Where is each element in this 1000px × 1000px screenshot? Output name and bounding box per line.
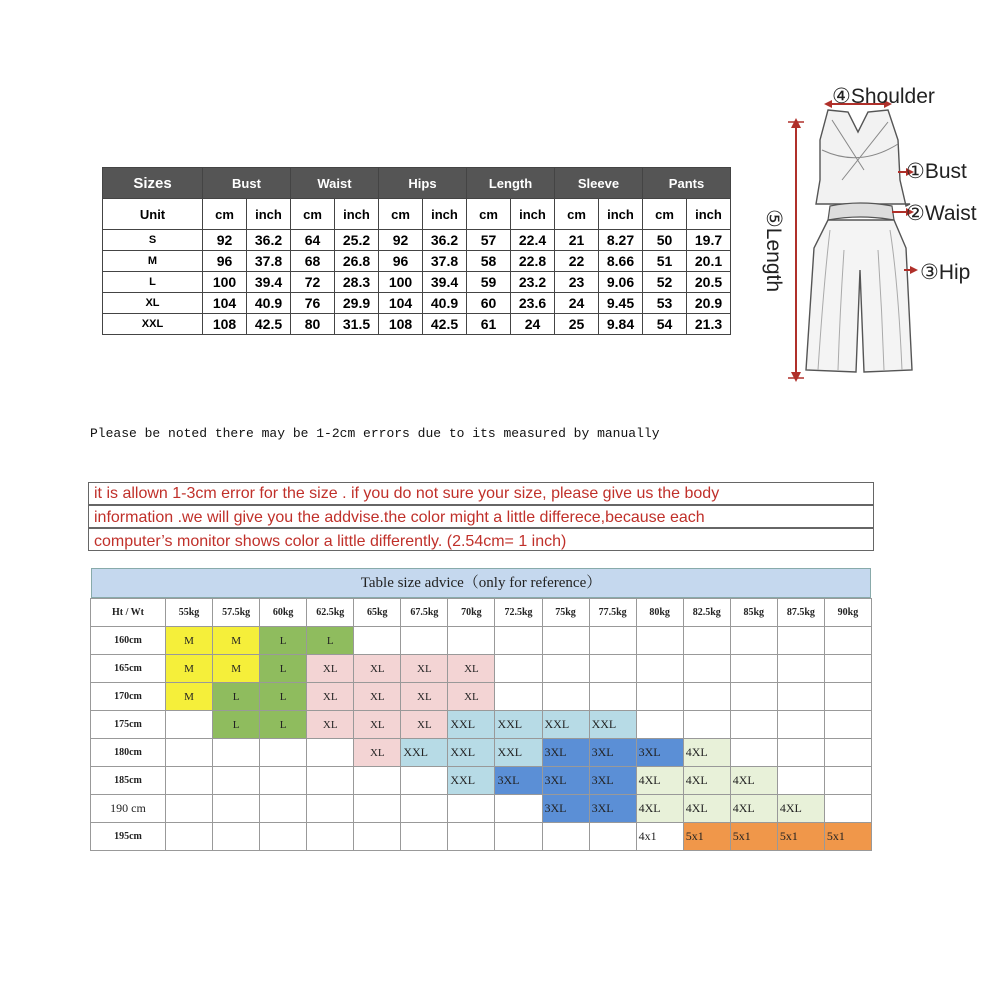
size-advice-cell: XXL xyxy=(495,739,542,767)
measurement-cell: 21 xyxy=(555,230,599,251)
size-advice-cell xyxy=(589,627,636,655)
height-row xyxy=(91,767,872,795)
size-advice-cell xyxy=(824,767,871,795)
measurement-cell: 24 xyxy=(511,314,555,335)
weight-header-row xyxy=(91,599,872,627)
measurement-cell: 108 xyxy=(379,314,423,335)
size-advice-cell xyxy=(260,795,307,823)
size-advice-cell xyxy=(354,767,401,795)
size-advice-cell: XL xyxy=(354,711,401,739)
size-advice-cell xyxy=(730,627,777,655)
height-header: 180cm xyxy=(91,739,166,767)
height-row xyxy=(91,711,872,739)
size-advice-cell xyxy=(777,683,824,711)
size-advice-cell: L xyxy=(260,711,307,739)
unit-cell: inch xyxy=(599,199,643,230)
header-sizes: Sizes xyxy=(103,168,203,199)
size-advice-cell xyxy=(307,795,354,823)
measurement-cell: 29.9 xyxy=(335,293,379,314)
notice-line-3: computer’s monitor shows color a little differently. (2.54cm= 1 inch) xyxy=(94,533,567,550)
weight-header: 65kg xyxy=(354,599,401,627)
size-advice-cell: 3XL xyxy=(542,767,589,795)
size-advice-cell: 4XL xyxy=(636,795,683,823)
measurement-cell: 53 xyxy=(643,293,687,314)
size-advice-cell xyxy=(589,683,636,711)
size-advice-cell xyxy=(213,795,260,823)
size-advice-cell: L xyxy=(307,627,354,655)
measurement-cell: 108 xyxy=(203,314,247,335)
size-advice-cell xyxy=(777,739,824,767)
size-advice-cell xyxy=(730,655,777,683)
size-advice-cell: XL xyxy=(448,655,495,683)
size-advice-cell: XL xyxy=(354,655,401,683)
size-advice-cell xyxy=(824,795,871,823)
measurement-cell: 58 xyxy=(467,251,511,272)
size-advice-table xyxy=(90,598,872,851)
measurement-cell: 92 xyxy=(379,230,423,251)
size-advice-cell xyxy=(824,627,871,655)
height-row xyxy=(91,627,872,655)
header-length: Length xyxy=(467,168,555,199)
size-advice-cell xyxy=(824,711,871,739)
size-advice-cell xyxy=(730,683,777,711)
size-advice-cell: M xyxy=(166,655,213,683)
measurement-cell: 8.27 xyxy=(599,230,643,251)
weight-header: 85kg xyxy=(730,599,777,627)
size-advice-cell xyxy=(354,627,401,655)
measurement-cell: 42.5 xyxy=(423,314,467,335)
size-advice-cell: 4x1 xyxy=(636,823,683,851)
size-row xyxy=(103,251,731,272)
size-chart-table xyxy=(102,167,731,335)
weight-header: 57.5kg xyxy=(213,599,260,627)
weight-header: 87.5kg xyxy=(777,599,824,627)
measurement-cell: 64 xyxy=(291,230,335,251)
size-advice-cell xyxy=(495,683,542,711)
weight-header: 75kg xyxy=(542,599,589,627)
measurement-cell: 20.1 xyxy=(687,251,731,272)
measurement-cell: 36.2 xyxy=(423,230,467,251)
hip-label: ③Hip xyxy=(920,261,971,284)
size-advice-cell: XXL xyxy=(448,767,495,795)
height-row xyxy=(91,655,872,683)
size-advice-cell xyxy=(448,795,495,823)
waist-label: ②Waist xyxy=(906,202,977,225)
measurement-cell: 23.2 xyxy=(511,272,555,293)
measurement-cell: 39.4 xyxy=(247,272,291,293)
size-advice-cell xyxy=(307,739,354,767)
height-row xyxy=(91,823,872,851)
size-advice-cell: XL xyxy=(401,655,448,683)
size-advice-cell xyxy=(401,795,448,823)
size-name-cell: S xyxy=(103,230,203,251)
size-advice-cell: 4XL xyxy=(683,767,730,795)
measurement-cell: 60 xyxy=(467,293,511,314)
size-advice-cell: 5x1 xyxy=(683,823,730,851)
weight-header: 67.5kg xyxy=(401,599,448,627)
unit-cell: cm xyxy=(643,199,687,230)
size-advice-cell xyxy=(777,627,824,655)
measurement-note: Please be noted there may be 1-2cm errors due to its measured by manually xyxy=(90,426,660,441)
size-advice-cell xyxy=(166,767,213,795)
size-advice-cell: XL xyxy=(354,683,401,711)
size-advice-cell xyxy=(495,627,542,655)
size-advice-cell xyxy=(589,655,636,683)
size-name-cell: XL xyxy=(103,293,203,314)
size-advice-cell xyxy=(166,795,213,823)
measurement-cell: 31.5 xyxy=(335,314,379,335)
size-advice-cell xyxy=(636,711,683,739)
notice-line-1: it is allown 1-3cm error for the size . if you do not sure your size, please give us the body xyxy=(94,485,720,502)
unit-row xyxy=(103,199,731,230)
size-advice-cell xyxy=(495,823,542,851)
size-advice-cell: XXL xyxy=(401,739,448,767)
measurement-cell: 72 xyxy=(291,272,335,293)
weight-header: 82.5kg xyxy=(683,599,730,627)
size-advice-cell: 4XL xyxy=(683,795,730,823)
size-advice-cell xyxy=(542,823,589,851)
size-advice-cell xyxy=(495,655,542,683)
size-advice-cell xyxy=(354,823,401,851)
size-advice-cell xyxy=(448,627,495,655)
size-advice-cell xyxy=(777,767,824,795)
header-hips: Hips xyxy=(379,168,467,199)
measurement-cell: 37.8 xyxy=(423,251,467,272)
size-advice-cell xyxy=(824,655,871,683)
size-advice-cell: XL xyxy=(448,683,495,711)
size-advice-cell xyxy=(401,627,448,655)
unit-cell: cm xyxy=(379,199,423,230)
size-advice-cell: 4XL xyxy=(683,739,730,767)
weight-header: 60kg xyxy=(260,599,307,627)
size-advice-cell: 4XL xyxy=(730,767,777,795)
size-advice-cell xyxy=(354,795,401,823)
unit-cell: cm xyxy=(291,199,335,230)
measurement-cell: 92 xyxy=(203,230,247,251)
size-row xyxy=(103,272,731,293)
weight-header: 62.5kg xyxy=(307,599,354,627)
measurement-cell: 25.2 xyxy=(335,230,379,251)
size-advice-cell xyxy=(260,739,307,767)
unit-cell: inch xyxy=(423,199,467,230)
size-advice-cell: 5x1 xyxy=(824,823,871,851)
error-notice-box xyxy=(88,482,874,552)
measurement-cell: 9.06 xyxy=(599,272,643,293)
measurement-cell: 37.8 xyxy=(247,251,291,272)
unit-cell: inch xyxy=(335,199,379,230)
size-advice-cell xyxy=(824,739,871,767)
size-advice-cell xyxy=(307,823,354,851)
weight-header: 77.5kg xyxy=(589,599,636,627)
size-advice-cell xyxy=(824,683,871,711)
length-label: ⑤Length xyxy=(762,208,786,293)
size-advice-cell xyxy=(213,767,260,795)
size-advice-cell: XXL xyxy=(448,711,495,739)
measurement-cell: 8.66 xyxy=(599,251,643,272)
weight-header: 72.5kg xyxy=(495,599,542,627)
header-waist: Waist xyxy=(291,168,379,199)
size-advice-cell xyxy=(542,683,589,711)
size-advice-cell xyxy=(401,767,448,795)
measurement-cell: 24 xyxy=(555,293,599,314)
size-advice-cell: 3XL xyxy=(542,795,589,823)
height-header: 195cm xyxy=(91,823,166,851)
measurement-cell: 40.9 xyxy=(423,293,467,314)
size-advice-cell xyxy=(636,683,683,711)
measurement-cell: 51 xyxy=(643,251,687,272)
size-advice-cell xyxy=(166,711,213,739)
measurement-cell: 104 xyxy=(203,293,247,314)
measurement-cell: 26.8 xyxy=(335,251,379,272)
height-header: 165cm xyxy=(91,655,166,683)
size-advice-cell: 3XL xyxy=(589,767,636,795)
size-advice-cell: M xyxy=(166,627,213,655)
size-advice-cell xyxy=(683,711,730,739)
unit-cell: inch xyxy=(511,199,555,230)
garment-measurement-figure xyxy=(760,80,1000,390)
shoulder-label: ④Shoulder xyxy=(832,85,935,108)
size-advice-cell: L xyxy=(213,711,260,739)
header-pants: Pants xyxy=(643,168,731,199)
weight-header: 55kg xyxy=(166,599,213,627)
size-advice-cell xyxy=(260,823,307,851)
measurement-cell: 23.6 xyxy=(511,293,555,314)
weight-header: 80kg xyxy=(636,599,683,627)
measurement-cell: 9.45 xyxy=(599,293,643,314)
measurement-cell: 22 xyxy=(555,251,599,272)
size-advice-cell xyxy=(213,823,260,851)
size-advice-cell: 4XL xyxy=(730,795,777,823)
measurement-cell: 57 xyxy=(467,230,511,251)
measurement-cell: 100 xyxy=(379,272,423,293)
jumpsuit-illustration xyxy=(760,80,1000,390)
measurement-cell: 40.9 xyxy=(247,293,291,314)
height-row xyxy=(91,683,872,711)
unit-cell: inch xyxy=(687,199,731,230)
size-advice-cell xyxy=(213,739,260,767)
measurement-cell: 23 xyxy=(555,272,599,293)
weight-header: 90kg xyxy=(824,599,871,627)
size-advice-cell: M xyxy=(166,683,213,711)
height-header: 190 cm xyxy=(91,795,166,823)
size-advice-cell: XXL xyxy=(448,739,495,767)
size-advice-cell: 3XL xyxy=(636,739,683,767)
height-row xyxy=(91,795,872,823)
measurement-cell: 100 xyxy=(203,272,247,293)
measurement-cell: 54 xyxy=(643,314,687,335)
size-advice-cell xyxy=(636,655,683,683)
size-advice-cell: M xyxy=(213,655,260,683)
measurement-cell: 59 xyxy=(467,272,511,293)
measurement-cell: 96 xyxy=(379,251,423,272)
size-advice-cell: 4XL xyxy=(636,767,683,795)
size-advice-cell xyxy=(448,823,495,851)
size-row xyxy=(103,314,731,335)
corner-label: Ht / Wt xyxy=(91,599,166,627)
size-advice-cell xyxy=(307,767,354,795)
unit-cell: cm xyxy=(203,199,247,230)
header-sleeve: Sleeve xyxy=(555,168,643,199)
size-advice-cell: XL xyxy=(401,683,448,711)
size-advice-cell xyxy=(589,823,636,851)
height-header: 160cm xyxy=(91,627,166,655)
size-advice-cell: 3XL xyxy=(589,795,636,823)
size-advice-cell xyxy=(166,739,213,767)
unit-cell: inch xyxy=(247,199,291,230)
measurement-cell: 68 xyxy=(291,251,335,272)
measurement-cell: 76 xyxy=(291,293,335,314)
measurement-cell: 104 xyxy=(379,293,423,314)
height-row xyxy=(91,739,872,767)
size-advice-cell xyxy=(777,711,824,739)
size-advice-cell xyxy=(730,711,777,739)
measurement-cell: 19.7 xyxy=(687,230,731,251)
size-name-cell: XXL xyxy=(103,314,203,335)
size-advice-cell: 3XL xyxy=(542,739,589,767)
measurement-cell: 50 xyxy=(643,230,687,251)
measurement-cell: 20.9 xyxy=(687,293,731,314)
size-name-cell: M xyxy=(103,251,203,272)
size-advice-cell: XXL xyxy=(542,711,589,739)
size-advice-cell: L xyxy=(213,683,260,711)
size-advice-cell: XL xyxy=(354,739,401,767)
height-header: 175cm xyxy=(91,711,166,739)
size-advice-cell xyxy=(542,655,589,683)
size-advice-cell: XL xyxy=(307,655,354,683)
measurement-cell: 61 xyxy=(467,314,511,335)
measurement-cell: 28.3 xyxy=(335,272,379,293)
weight-header: 70kg xyxy=(448,599,495,627)
measurement-cell: 42.5 xyxy=(247,314,291,335)
measurement-cell: 36.2 xyxy=(247,230,291,251)
unit-label: Unit xyxy=(103,199,203,230)
size-advice-cell: M xyxy=(213,627,260,655)
measurement-cell: 52 xyxy=(643,272,687,293)
measurement-cell: 9.84 xyxy=(599,314,643,335)
size-advice-cell: L xyxy=(260,627,307,655)
measurement-cell: 96 xyxy=(203,251,247,272)
size-name-cell: L xyxy=(103,272,203,293)
measurement-cell: 22.8 xyxy=(511,251,555,272)
size-advice-cell xyxy=(401,823,448,851)
measurement-cell: 21.3 xyxy=(687,314,731,335)
advice-table-title: Table size advice（only for reference） xyxy=(91,568,871,598)
measurement-cell: 39.4 xyxy=(423,272,467,293)
size-advice-cell xyxy=(730,739,777,767)
unit-cell: cm xyxy=(555,199,599,230)
size-advice-cell xyxy=(166,823,213,851)
size-advice-cell: XXL xyxy=(495,711,542,739)
size-row xyxy=(103,293,731,314)
size-advice-cell xyxy=(636,627,683,655)
size-advice-cell: 5x1 xyxy=(730,823,777,851)
size-advice-cell: 5x1 xyxy=(777,823,824,851)
size-advice-cell xyxy=(495,795,542,823)
size-advice-cell: 3XL xyxy=(589,739,636,767)
measurement-cell: 22.4 xyxy=(511,230,555,251)
size-advice-cell xyxy=(683,655,730,683)
size-advice-cell: L xyxy=(260,683,307,711)
size-advice-cell xyxy=(683,627,730,655)
size-advice-cell xyxy=(777,655,824,683)
size-advice-cell: L xyxy=(260,655,307,683)
size-advice-cell: XL xyxy=(307,711,354,739)
size-advice-cell: XL xyxy=(401,711,448,739)
size-table-header-row xyxy=(103,168,731,199)
measurement-cell: 20.5 xyxy=(687,272,731,293)
bust-label: ①Bust xyxy=(906,160,967,183)
measurement-cell: 80 xyxy=(291,314,335,335)
size-advice-cell xyxy=(542,627,589,655)
height-header: 170cm xyxy=(91,683,166,711)
header-bust: Bust xyxy=(203,168,291,199)
size-advice-cell: 3XL xyxy=(495,767,542,795)
unit-cell: cm xyxy=(467,199,511,230)
measurement-cell: 25 xyxy=(555,314,599,335)
height-header: 185cm xyxy=(91,767,166,795)
size-advice-cell: XXL xyxy=(589,711,636,739)
size-advice-cell xyxy=(260,767,307,795)
size-advice-cell: 4XL xyxy=(777,795,824,823)
size-row xyxy=(103,230,731,251)
size-advice-cell xyxy=(683,683,730,711)
size-advice-cell: XL xyxy=(307,683,354,711)
notice-line-2: information .we will give you the addvise.the color might a little differece,because each xyxy=(94,509,705,526)
